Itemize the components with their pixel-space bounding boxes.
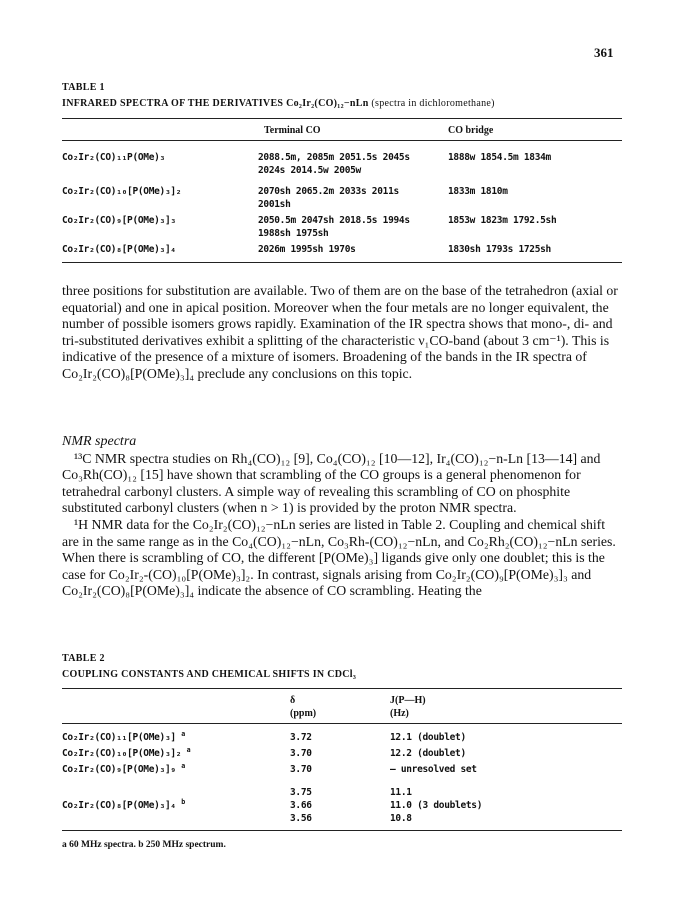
table1-bottom-rule (62, 262, 622, 263)
table2-row4-compound (62, 799, 185, 812)
table2-row1-mark: a (181, 729, 185, 738)
paragraph-3: ¹H NMR data for the Co₂Ir₂(CO)₁₂−nLn series are listed in Table 2. Coupling and chemical shift are in the same range as in the Co₄(CO)₁₂−nLn, Co₃Rh-(CO)₁₂−nLn, and Co₂Rh₂(CO)₁₂−nLn series. When there is scrambling of CO, the different [P(OMe)₃] ligands give only one doublet; this is the case for Co₂Ir₂-(CO)₁₀[P(OMe)₃]₂. In contrast, signals arising from Co₂Ir₂(CO)₉[P(OMe)₃]₃ and Co₂Ir₂(CO)₈[P(OMe)₃]₄ indicate the absence of CO scrambling. Heating the (62, 516, 616, 599)
table2-row4-delta-3: 3.56 (290, 813, 312, 824)
table1-row1-bridge: 1888w 1854.5m 1834m (448, 152, 551, 163)
table2-header-j-unit: (Hz) (390, 708, 409, 719)
table1-row3-bridge: 1853w 1823m 1792.5sh (448, 215, 557, 226)
table1-row1-compound: Co₂Ir₂(CO)₁₁P(OMe)₃ (62, 152, 165, 163)
table1-row1-terminal-line1: 2088.5m, 2085m 2051.5s 2045s (258, 152, 410, 163)
table2-row3-compound (62, 763, 185, 776)
section-heading: NMR spectra (62, 434, 137, 449)
table1-row2-bridge: 1833m 1810m (448, 186, 508, 197)
table1-row3-compound: Co₂Ir₂(CO)₉[P(OMe)₃]₃ (62, 215, 176, 226)
table1-row1-terminal (258, 151, 410, 177)
table2-header-delta (290, 694, 316, 720)
page-number: 361 (594, 45, 614, 60)
table1-title-main: INFRARED SPECTRA OF THE DERIVATIVES Co₂Ir₂(CO)₁₂−nLn (62, 98, 369, 109)
table2-row4-j-1: 11.1 (390, 787, 412, 798)
table1-label: TABLE 1 (62, 82, 105, 93)
table1-row2-compound: Co₂Ir₂(CO)₁₀[P(OMe)₃]₂ (62, 186, 182, 197)
table2-row2-j: 12.2 (doublet) (390, 748, 466, 759)
paragraph-2: ¹³C NMR spectra studies on Rh₄(CO)₁₂ [9], Co₄(CO)₁₂ [10—12], Ir₄(CO)₁₂−n-Ln [13—14] and Co₃Rh(CO)₁₂ [15] have shown that scrambling of the CO groups is a general phenomenon for tetrahedral carbonyl clusters. A simple way of revealing this scrambling of CO on phosphite substituted carbonyl clusters (when n > 1) is provided by the proton NMR spectra. (62, 450, 601, 516)
table2-top-rule (62, 688, 622, 689)
table2-row4-delta-1: 3.75 (290, 787, 312, 798)
table2-row4-mark: b (181, 797, 185, 806)
table1-title (62, 98, 495, 109)
paragraph-1-text: three positions for substitution are available. Two of them are on the base of the tetrahedron (axial or equatorial) and one in apical position. Moreover when the four metals are no longer equivalent, the number of possible isomers grows rapidly. Examination of the IR spectra shows that mono-, di- and tri-substituted derivatives exhibit a splitting of the characteristic ν₁CO-band (about 3 cm⁻¹). This is indicative of the presence of a mixture of isomers. Broadening of the bands in the IR spectra of Co₂Ir₂(CO)₈[P(OMe)₃]₄ preclude any conclusions on this topic. (62, 283, 618, 381)
table1-row1-terminal-line2: 2024s 2014.5w 2005w (258, 165, 361, 176)
table2-header-rule (62, 723, 622, 724)
table1-row2-terminal-line1: 2070sh 2065.2m 2033s 2011s (258, 186, 399, 197)
table2-row1-compound-text: Co₂Ir₂(CO)₁₁[P(OMe)₃] (62, 732, 176, 743)
table2-row3-delta: 3.70 (290, 764, 312, 775)
table2-row3-compound-text: Co₂Ir₂(CO)₉[P(OMe)₃]₉ (62, 764, 176, 775)
table2-row4-j-2: 11.0 (3 doublets) (390, 800, 483, 811)
table1-title-note: (spectra in dichloromethane) (371, 98, 495, 109)
table2-row4-delta-2: 3.66 (290, 800, 312, 811)
table2-row3-mark: a (181, 761, 185, 770)
table2-bottom-rule (62, 830, 622, 831)
table2-header-j (390, 694, 426, 720)
table1-row2-terminal (258, 185, 399, 211)
table1-header-bridge: CO bridge (448, 125, 494, 136)
table1-row4-compound: Co₂Ir₂(CO)₈[P(OMe)₃]₄ (62, 244, 176, 255)
table2-header-delta-symbol: δ (290, 695, 296, 706)
table2-row2-compound (62, 747, 190, 760)
table2-header-delta-unit: (ppm) (290, 708, 317, 719)
table1-header-terminal: Terminal CO (264, 125, 321, 136)
table1-row4-terminal: 2026m 1995sh 1970s (258, 244, 356, 255)
table2-title: COUPLING CONSTANTS AND CHEMICAL SHIFTS IN CDCl₃ (62, 669, 357, 680)
paragraph-1 (62, 283, 622, 383)
table1-row3-terminal (258, 214, 410, 240)
table2-row1-j: 12.1 (doublet) (390, 732, 466, 743)
nmr-section (62, 434, 622, 600)
table2-row2-delta: 3.70 (290, 748, 312, 759)
table2-footnote: a 60 MHz spectra. b 250 MHz spectrum. (62, 840, 226, 850)
table2-header-j-label: J(P—H) (390, 695, 426, 706)
table1-row4-bridge: 1830sh 1793s 1725sh (448, 244, 551, 255)
table2-row1-delta: 3.72 (290, 732, 312, 743)
table2-row4-j (390, 786, 482, 825)
table2-row2-mark: a (186, 745, 191, 754)
table2-label: TABLE 2 (62, 653, 105, 664)
table2-row2-compound-text: Co₂Ir₂(CO)₁₀[P(OMe)₃]₂ (62, 748, 182, 759)
table2-row3-j: — unresolved set (390, 764, 477, 775)
table1-header-rule (62, 140, 622, 141)
table2-row4-j-3: 10.8 (390, 813, 412, 824)
table2-row1-compound (62, 731, 185, 744)
table1-top-rule (62, 118, 622, 119)
table1-row2-terminal-line2: 2001sh (258, 199, 291, 210)
table2-row4-compound-text: Co₂Ir₂(CO)₈[P(OMe)₃]₄ (62, 800, 176, 811)
table1-row3-terminal-line2: 1988sh 1975sh (258, 228, 329, 239)
table2-row4-delta (290, 786, 312, 825)
table1-row3-terminal-line1: 2050.5m 2047sh 2018.5s 1994s (258, 215, 410, 226)
